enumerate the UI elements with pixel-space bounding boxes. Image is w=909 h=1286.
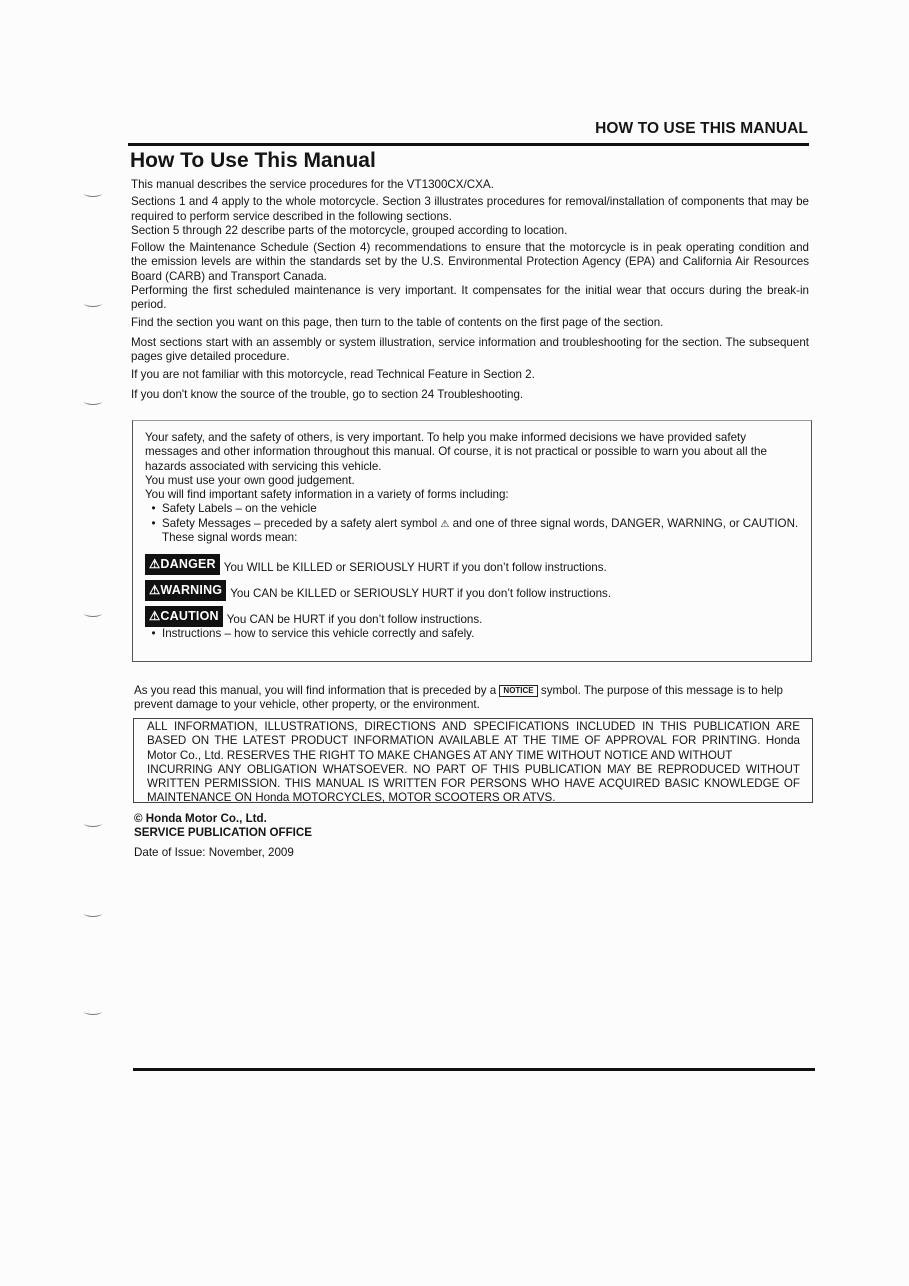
date-of-issue: Date of Issue: November, 2009 xyxy=(134,846,294,859)
legal-line: INCURRING ANY OBLIGATION WHATSOEVER. NO PART OF THIS PUBLICATION MAY BE REPRODUCED WITHOUT xyxy=(147,762,800,776)
bullet-continuation: These signal words mean: xyxy=(162,531,298,545)
intro-line: If you are not familiar with this motorcycle, read Technical Feature in Section 2. xyxy=(131,367,535,381)
intro-line: required to perform service described in the following sections. xyxy=(131,209,452,223)
safety-line: messages and other information throughout this manual. Of course, it is not practical or possible to warn you about all the xyxy=(145,445,767,459)
binder-hole-mark xyxy=(84,610,102,617)
safety-line: hazards associated with servicing this vehicle. xyxy=(145,459,382,473)
footer-rule xyxy=(133,1068,815,1071)
running-header: HOW TO USE THIS MANUAL xyxy=(595,120,808,137)
bullet-icon: • xyxy=(151,516,156,530)
publisher-block xyxy=(134,812,312,841)
intro-line: Performing the first scheduled maintenance is very important. It compensates for the initial wear that occurs during the break-in xyxy=(131,284,809,298)
page-title: How To Use This Manual xyxy=(130,149,376,172)
binder-hole-mark xyxy=(84,910,102,917)
intro-line: the emission levels are within the standards set by the U.S. Environmental Protection Agency (EPA) and California Air Resources xyxy=(131,255,809,269)
header-rule xyxy=(128,143,809,146)
intro-line: This manual describes the service procedures for the VT1300CX/CXA. xyxy=(131,178,494,191)
intro-line: Follow the Maintenance Schedule (Section 4) recommendations to ensure that the motorcycle is in peak operating condition and xyxy=(131,241,809,255)
intro-line: Sections 1 and 4 apply to the whole motorcycle. Section 3 illustrates procedures for removal/installation of components that may be xyxy=(131,195,809,209)
intro-line: Find the section you want on this page, then turn to the table of contents on the first page of the section. xyxy=(131,315,664,329)
bullet-item: • Instructions – how to service this vehicle correctly and safely. xyxy=(145,627,805,641)
safety-alert-icon: ⚠ xyxy=(440,518,450,530)
bullet-item: • Safety Messages – preceded by a safety alert symbol ⚠ and one of three signal words, DANGER, WARNING, or CAUTION. xyxy=(145,517,805,531)
legal-line: ALL INFORMATION, ILLUSTRATIONS, DIRECTIONS AND SPECIFICATIONS INCLUDED IN THIS PUBLICATION ARE xyxy=(147,720,800,733)
signal-caution: ⚠CAUTION You CAN be HURT if you don’t follow instructions. xyxy=(145,601,805,627)
legal-line: BASED ON THE LATEST PRODUCT INFORMATION AVAILABLE AT THE TIME OF APPROVAL FOR PRINTING. Honda xyxy=(147,734,800,748)
intro-line: Most sections start with an assembly or system illustration, service information and troubleshooting for the section. The subsequent xyxy=(131,335,809,349)
bullet-icon: • xyxy=(151,627,156,641)
publisher-office: SERVICE PUBLICATION OFFICE xyxy=(134,826,312,840)
binder-hole-mark xyxy=(84,300,102,307)
intro-line: If you don't know the source of the trouble, go to section 24 Troubleshooting. xyxy=(131,387,524,401)
warning-badge: ⚠WARNING xyxy=(145,580,226,601)
caution-badge: ⚠CAUTION xyxy=(145,606,223,627)
intro-line: Section 5 through 22 describe parts of the motorcycle, grouped according to location. xyxy=(131,223,568,237)
safety-line: You will find important safety information in a variety of forms including: xyxy=(145,488,509,502)
publisher-company: © Honda Motor Co., Ltd. xyxy=(134,812,267,825)
signal-warning: ⚠WARNING You CAN be KILLED or SERIOUSLY HURT if you don’t follow instructions. xyxy=(145,575,805,601)
intro-line: period. xyxy=(131,298,167,312)
binder-hole-mark xyxy=(84,1008,102,1015)
binder-hole-mark xyxy=(84,398,102,405)
bullet-icon: • xyxy=(151,502,156,516)
bullet-item: • Safety Labels – on the vehicle xyxy=(145,502,805,516)
signal-danger: ⚠DANGER You WILL be KILLED or SERIOUSLY HURT if you don’t follow instructions. xyxy=(145,549,805,575)
binder-hole-mark xyxy=(84,820,102,827)
legal-line: WRITTEN PERMISSION. THIS MANUAL IS WRITTEN FOR PERSONS WHO HAVE ACQUIRED BASIC KNOWLEDGE OF xyxy=(147,777,800,791)
safety-line: You must use your own good judgement. xyxy=(145,473,355,487)
binder-hole-mark xyxy=(84,190,102,197)
notice-symbol: NOTICE xyxy=(499,685,537,697)
danger-badge: ⚠DANGER xyxy=(145,554,220,575)
legal-line: MAINTENANCE ON Honda MOTORCYCLES, MOTOR SCOOTERS OR ATVS. xyxy=(147,791,556,805)
intro-line: Board (CARB) and Transport Canada. xyxy=(131,269,327,283)
legal-disclaimer-box xyxy=(133,718,813,803)
legal-line: Motor Co., Ltd. RESERVES THE RIGHT TO MAKE CHANGES AT ANY TIME WITHOUT NOTICE AND WITHOUT xyxy=(147,748,733,762)
intro-line: pages give detailed procedure. xyxy=(131,350,290,364)
safety-box xyxy=(132,420,812,662)
notice-paragraph: As you read this manual, you will find information that is preceded by a NOTICE symbol. The purpose of this message is to help prevent damage to your vehicle, other property, or the environment. xyxy=(134,684,783,712)
intro-text xyxy=(131,178,809,402)
safety-line: Your safety, and the safety of others, is very important. To help you make informed decisions we have provided safety xyxy=(145,431,747,444)
